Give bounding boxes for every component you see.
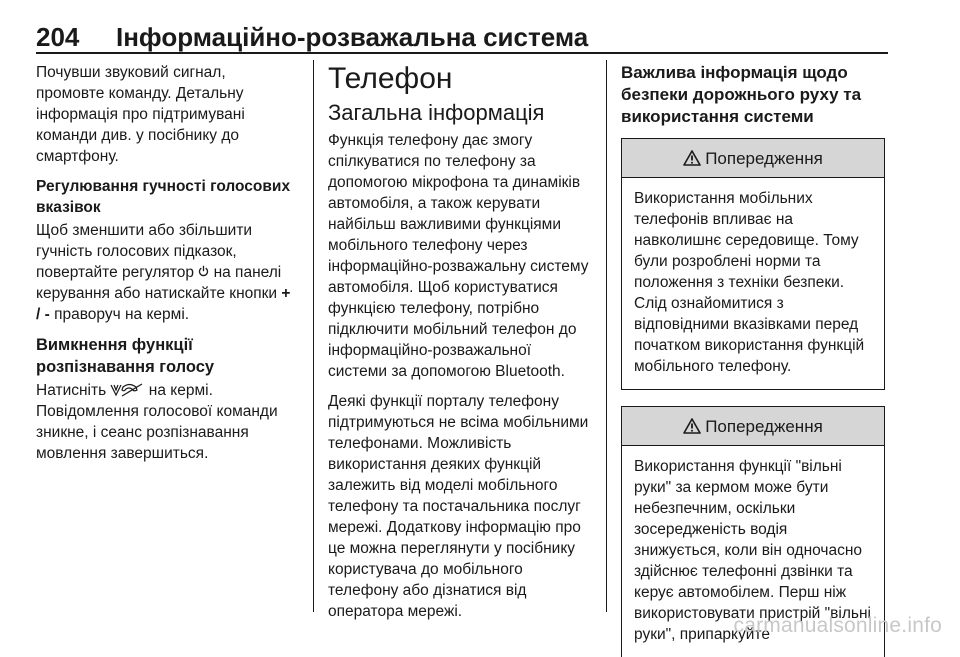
warning-text: Використання мобільних телефонів впливає на навколишнє середовище. Тому були розроблені норми та положення з техніки безпеки. Слід ознайомитися з відповідними вказівками перед початком використання функцій мобільного телефону. bbox=[634, 190, 865, 375]
disable-voice-heading: Вимкнення функції розпізнавання голосу bbox=[36, 336, 215, 376]
right-column bbox=[621, 62, 885, 657]
voice-command-icon bbox=[110, 383, 144, 397]
disable-voice-paragraph: Натисніть на кермі. Повідомлення голосової команди зникне, і сеанс розпізнавання мовлення завершиться. bbox=[36, 382, 278, 462]
voice-command-intro: Почувши звуковий сигнал, промовте команду. Детальну інформація про підтримувані команди див. у посібнику до смартфону. bbox=[36, 64, 245, 165]
warning-triangle-icon bbox=[683, 418, 701, 434]
power-knob-icon bbox=[198, 265, 209, 278]
portal-info-paragraph: Деякі функції порталу телефону підтримуються не всіма мобільними телефонами. Можливість використання деяких функцій залежить від моделі мобільного телефону та постачальника послуг мережі. Додаткову інформацію про це можна переглянути у посібнику користувача до мобільного телефону або дізнатися від оператора мережі. bbox=[328, 393, 589, 620]
general-info-heading: Загальна інформація bbox=[328, 100, 545, 125]
page-title: Інформаційно-розважальна система bbox=[116, 22, 589, 52]
middle-column bbox=[328, 62, 592, 631]
phone-heading: Телефон bbox=[328, 62, 453, 95]
volume-paragraph: Щоб зменшити або збільшити гучність голосових підказок, повертайте регулятор на панелі керування або натискайте кнопки + / - праворуч на кермі. bbox=[36, 222, 291, 323]
watermark: carmanualsonline.info bbox=[733, 614, 942, 637]
phone-info-paragraph: Функція телефону дає змогу спілкуватися по телефону за допомогою мікрофона та динаміків автомобіля, а також керувати найбільш важливими функціями мобільного телефону через інформаційно-розважальну систему автомобіля. Щоб користуватися функцією телефону, потрібно підключити мобільний телефон до інформаційно-розважальної системи за допомогою Bluetooth. bbox=[328, 132, 589, 380]
warning-triangle-icon bbox=[683, 150, 701, 166]
volume-heading: Регулювання гучності голосових вказівок bbox=[36, 178, 291, 216]
page-number: 204 bbox=[36, 22, 80, 52]
warning-header: Попередження bbox=[622, 139, 884, 178]
left-column bbox=[36, 62, 298, 473]
safety-heading: Важлива інформація щодо безпеки дорожнього руху та використання системи bbox=[621, 63, 862, 126]
column-divider-right bbox=[606, 60, 607, 612]
column-divider-left bbox=[313, 60, 314, 612]
plus-minus-keys: + / - bbox=[36, 285, 291, 323]
warning-box-1 bbox=[621, 138, 885, 390]
page-header bbox=[36, 22, 888, 56]
header-rule bbox=[36, 52, 888, 54]
warning-header: Попередження bbox=[622, 407, 884, 446]
warning-text: Використання функції "вільні руки" за кермом може бути небезпечним, оскільки зосередженість водія знижується, коли він одночасно здійснює телефонні дзвінки та керує автомобілем. Перш ніж використовувати пристрій "вільні руки", припаркуйте bbox=[634, 458, 871, 643]
